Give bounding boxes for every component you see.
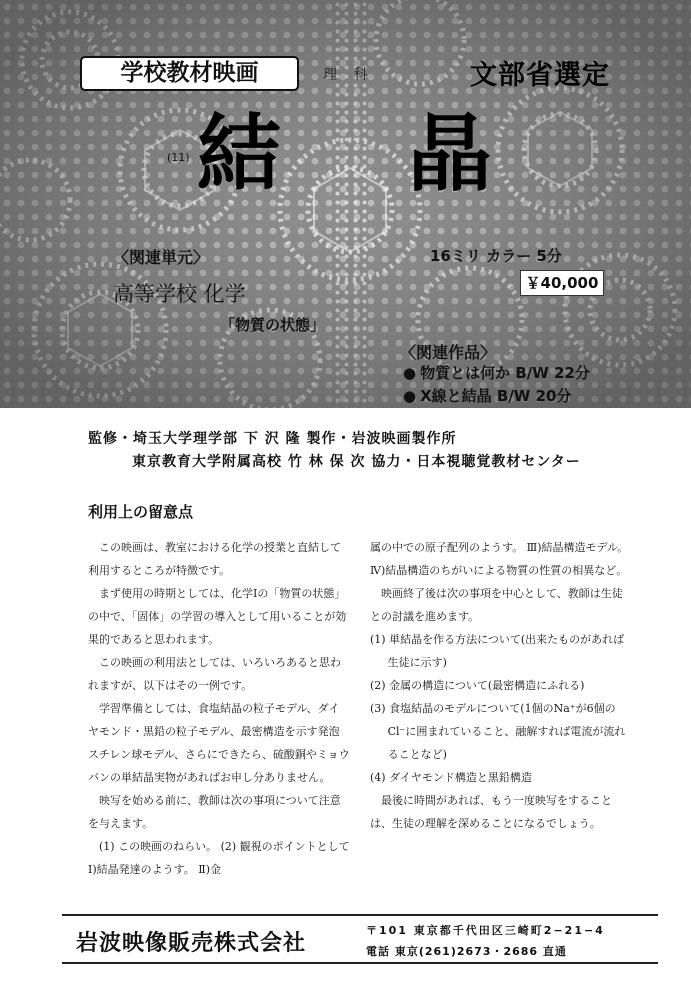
related-work-item (403, 385, 571, 406)
credits-line-1: 監修・埼玉大学理学部 下 沢 隆 製作・岩波映画製作所 (88, 431, 457, 447)
footer-bottom-rule (62, 962, 658, 964)
paragraph: 映写を始める前に、教師は次の事項について注意を与えます。 (88, 794, 341, 830)
section-heading: 利用上の留意点 (88, 503, 194, 521)
title-char-2: 晶 (408, 105, 493, 203)
paragraph: 映画終了後は次の事項を中心として、教師は生徒との討議を進めます。 (370, 587, 623, 623)
body-column-right (370, 536, 632, 835)
footer-top-rule (62, 914, 658, 916)
paragraph: まず使用の時期としては、化学Ⅰの「物質の状態」の中で、「固体」の学習の導入として用いることが効果的であると思われます。 (88, 587, 347, 646)
related-work-text: X線と結晶 B/W 20分 (420, 387, 572, 405)
paragraph: 最後に時間があれば、もう一度映写をすることは、生徒の理解を深めることになるでしょう。 (370, 794, 612, 830)
paragraph: 学習準備としては、食塩結晶の粒子モデル、ダイヤモンド・黒鉛の粒子モデル、最密構造を示す発泡スチレン球モデル、さらにできたら、硫酸銅やミョウバンの単結晶実物があればお申し分ありません。 (88, 702, 350, 784)
related-works-label: 〈関連作品〉 (400, 343, 497, 362)
related-unit-label: 〈関連単元〉 (113, 248, 210, 267)
list-item: (1) 単結晶を作る方法について(出来たものがあれば生徒に示す) (370, 633, 625, 669)
crystal-photo-header (0, 0, 691, 408)
price-box: ￥40,000 (520, 270, 604, 296)
film-specs: 16ミリ カラー 5分 (430, 247, 562, 265)
list-item: (4) ダイヤモンド構造と黒鉛構造 (370, 771, 532, 784)
related-work-text: 物質とは何か B/W 22分 (420, 364, 590, 382)
paragraph: (1) この映画のねらい。 (2) 観視のポイントとして Ⅰ)結晶発達のようす。 Ⅱ)金 (88, 840, 350, 876)
company-phone: 電話 東京(261)2673・2686 直通 (366, 945, 567, 958)
ministry-approved-label: 文部省選定 (470, 60, 610, 91)
related-work-item (403, 362, 590, 383)
title-char-1: 結 (197, 105, 282, 203)
company-address: 〒101 東京都千代田区三崎町2−21−4 (366, 924, 605, 937)
body-column-left (88, 536, 350, 881)
credits-line-2: 東京教育大学附属高校 竹 林 保 次 協力・日本視聴覚教材センター (132, 454, 581, 470)
company-name: 岩波映像販売株式会社 (76, 931, 307, 956)
paragraph: 属の中での原子配列のようす。 Ⅲ)結晶構造モデル。 Ⅳ)結晶構造のちがいによる物質の性質の相異など。 (370, 541, 629, 577)
bullet-icon: ● (403, 387, 417, 405)
list-item: (3) 食塩結晶のモデルについて(1個のNa⁺が6個のCl⁻に囲まれていること、融解すれば電流が流れることなど) (370, 702, 626, 761)
subject-label: 理 科 (323, 67, 374, 83)
educational-film-badge: 学校教材映画 (80, 56, 299, 91)
paragraph: この映画の利用法としては、いろいろあると思われますが、以下はその一例です。 (88, 656, 341, 692)
course-name: 高等学校 化学 (113, 282, 246, 306)
list-item: (2) 金属の構造について(最密構造にふれる) (370, 679, 585, 692)
unit-name: 「物質の状態」 (220, 316, 326, 334)
sequence-number: (11) (167, 151, 190, 164)
bullet-icon: ● (403, 364, 417, 382)
paragraph: この映画は、教室における化学の授業と直結して利用するところが特徴です。 (88, 541, 341, 577)
